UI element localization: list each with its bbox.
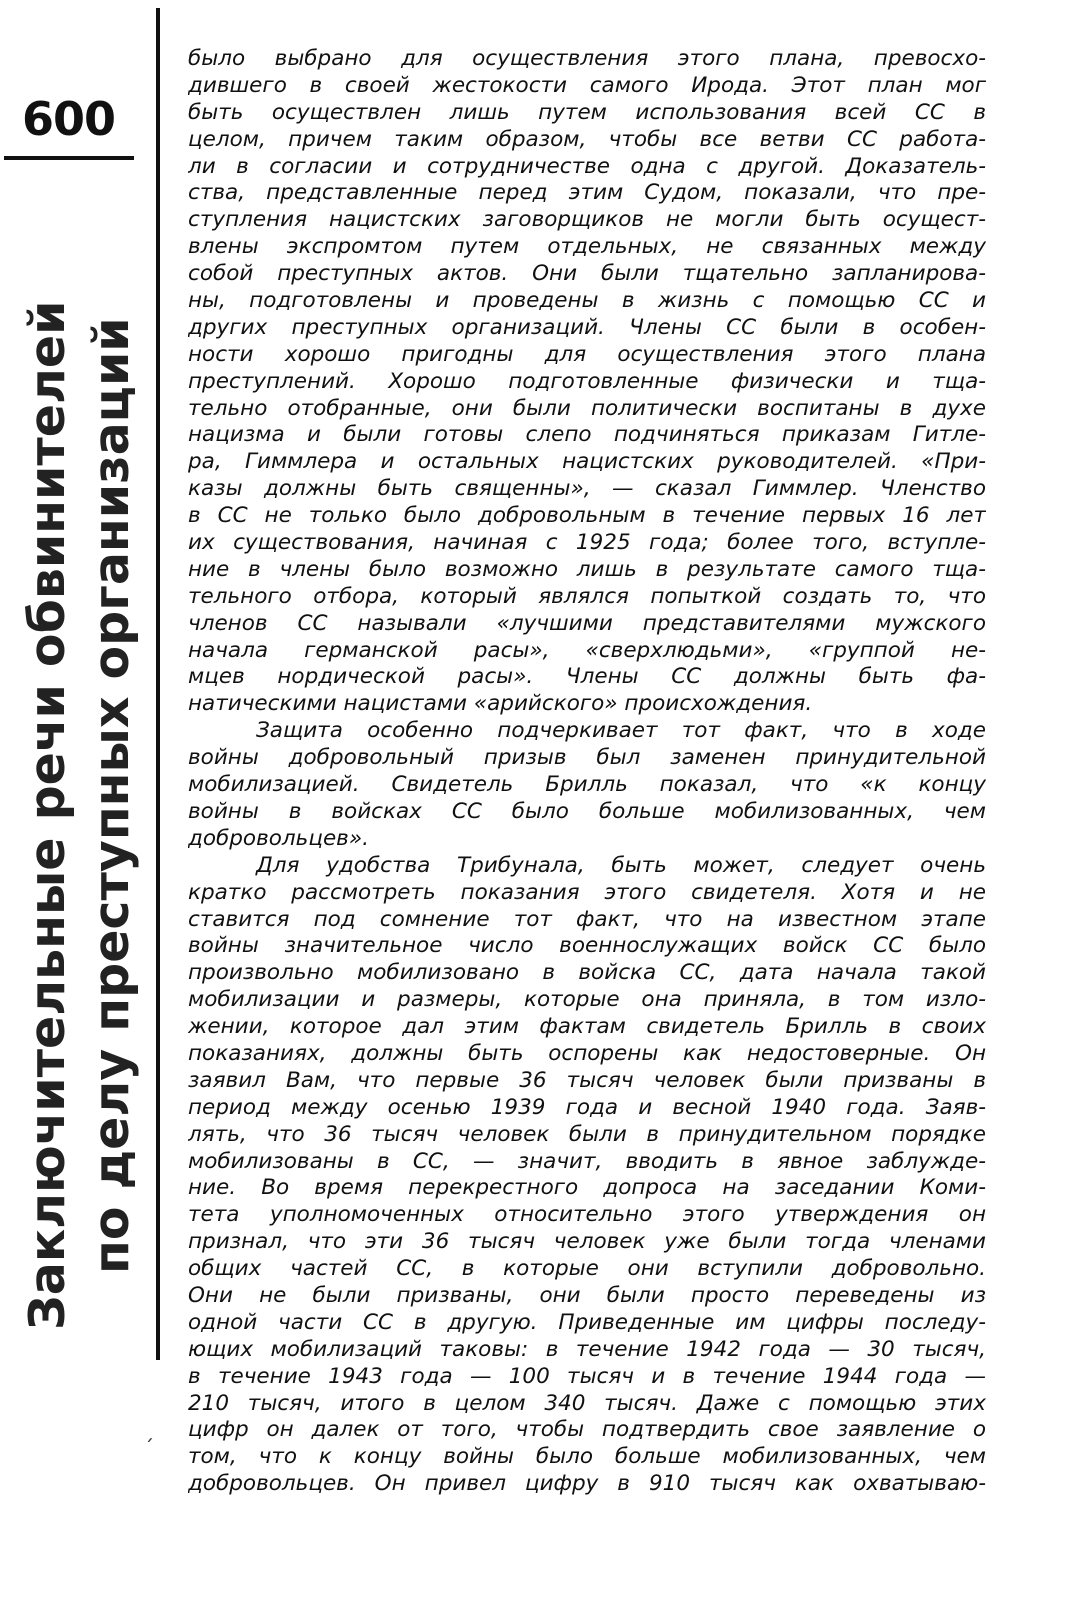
page-number-underline bbox=[4, 156, 134, 160]
text-line: ны, подготовлены и проведены в жизнь с помощью СС и bbox=[188, 288, 986, 314]
text-line: членов СС называли «лучшими представителями мужского bbox=[188, 610, 986, 636]
text-line: цифр он далек от того, чтобы подтвердить свое заявление о bbox=[188, 1417, 986, 1443]
page-number: 600 bbox=[22, 92, 116, 146]
text-line: Защита особенно подчеркивает тот факт, что в ходе bbox=[256, 718, 986, 744]
text-line: мобилизованы в СС, — значит, вводить в явное заблужде- bbox=[188, 1148, 986, 1174]
text-line: войны в войсках СС было больше мобилизованных, чем bbox=[188, 798, 986, 824]
text-line: их существования, начиная с 1925 года; более того, вступле- bbox=[188, 530, 986, 556]
running-title-line-1: Заключительные речи обвинителей bbox=[19, 300, 76, 1330]
text-line: ступления нацистских заговорщиков не могли быть осущест- bbox=[188, 207, 986, 233]
text-line: быть осуществлен лишь путем использования всей СС в bbox=[188, 99, 986, 125]
text-line: тета уполномоченных относительно этого утверждения он bbox=[188, 1202, 986, 1228]
text-line: одной части СС в другую. Приведенные им цифры последу- bbox=[188, 1309, 986, 1335]
text-line: добровольцев. Он привел цифру в 910 тысяч как охватываю- bbox=[188, 1471, 986, 1497]
text-line: показаниях, должны быть оспорены как недостоверные. Он bbox=[188, 1040, 986, 1066]
text-line: ности хорошо пригодны для осуществления этого плана bbox=[188, 341, 986, 367]
text-line: мобилизацией. Свидетель Брилль показал, что «к концу bbox=[188, 772, 986, 798]
text-line: добровольцев». bbox=[188, 825, 369, 851]
text-line: войны значительное число военнослужащих войск СС было bbox=[188, 933, 986, 959]
text-line: натическими нацистами «арийского» происхождения. bbox=[188, 691, 813, 717]
text-line: ставится под сомнение тот факт, что на известном этапе bbox=[188, 906, 986, 932]
margin-mark: ˏ bbox=[144, 1418, 154, 1442]
text-line: ющих мобилизаций таковы: в течение 1942 года — 30 тысяч, bbox=[188, 1336, 986, 1362]
text-line: казы должны быть священны», — сказал Гиммлер. Членство bbox=[188, 476, 986, 502]
vertical-margin-rule bbox=[156, 8, 160, 1360]
text-line: войны добровольный призыв был заменен принудительной bbox=[188, 745, 986, 771]
text-line: Они не были призваны, они были просто переведены из bbox=[188, 1282, 986, 1308]
body-text bbox=[188, 46, 986, 1498]
text-line: Для удобства Трибунала, быть может, следует очень bbox=[256, 852, 986, 878]
text-line: жении, которое дал этим фактам свидетель Брилль в своих bbox=[188, 1014, 986, 1040]
running-title-line-2: по делу преступных организаций bbox=[83, 317, 140, 1274]
text-line: было выбрано для осуществления этого плана, превосхо- bbox=[188, 46, 986, 71]
text-line: заявил Вам, что первые 36 тысяч человек были призваны в bbox=[188, 1067, 986, 1093]
text-line: в СС не только было добровольным в течение первых 16 лет bbox=[188, 503, 986, 529]
text-line: признал, что эти 36 тысяч человек уже были тогда членами bbox=[188, 1229, 986, 1255]
text-line: ние в члены было возможно лишь в результате самого тща- bbox=[188, 556, 986, 582]
text-line: ли в согласии и сотрудничестве одна с другой. Доказатель- bbox=[188, 153, 986, 179]
text-line: общих частей СС, в которые они вступили добровольно. bbox=[188, 1256, 986, 1282]
text-line: ства, представленные перед этим Судом, показали, что пре- bbox=[188, 180, 986, 206]
running-title bbox=[4, 180, 154, 1330]
text-line: влены экспромтом путем отдельных, не связанных между bbox=[188, 234, 986, 260]
text-line: мобилизации и размеры, которые она приняла, в том изло- bbox=[188, 987, 986, 1013]
text-line: преступлений. Хорошо подготовленные физически и тща- bbox=[188, 368, 986, 394]
text-line: тельного отбора, который являлся попыткой создать то, что bbox=[188, 583, 986, 609]
text-line: целом, причем таким образом, чтобы все ветви СС работа- bbox=[188, 126, 986, 152]
text-line: 210 тысяч, итого в целом 340 тысяч. Даже с помощью этих bbox=[188, 1390, 986, 1416]
text-line: том, что к концу войны было больше мобилизованных, чем bbox=[188, 1444, 986, 1470]
text-line: кратко рассмотреть показания этого свидетеля. Хотя и не bbox=[188, 879, 986, 905]
text-line: ние. Во время перекрестного допроса на заседании Коми- bbox=[188, 1175, 986, 1201]
text-line: тельно отобранные, они были политически воспитаны в духе bbox=[188, 395, 986, 421]
text-line: произвольно мобилизовано в войска СС, дата начала такой bbox=[188, 960, 986, 986]
text-line: в течение 1943 года — 100 тысяч и в течение 1944 года — bbox=[188, 1363, 986, 1389]
text-line: собой преступных актов. Они были тщательно запланирова- bbox=[188, 261, 986, 287]
text-line: мцев нордической расы». Члены СС должны быть фа- bbox=[188, 664, 986, 690]
text-line: нацизма и были готовы слепо подчиняться приказам Гитле- bbox=[188, 422, 986, 448]
text-line: лять, что 36 тысяч человек были в принудительном порядке bbox=[188, 1121, 986, 1147]
text-line: начала германской расы», «сверхлюдьми», «группой не- bbox=[188, 637, 986, 663]
text-line: период между осенью 1939 года и весной 1940 года. Заяв- bbox=[188, 1094, 986, 1120]
text-line: других преступных организаций. Члены СС были в особен- bbox=[188, 314, 986, 340]
text-line: дившего в своей жестокости самого Ирода. Этот план мог bbox=[188, 72, 986, 98]
text-line: ра, Гиммлера и остальных нацистских руководителей. «При- bbox=[188, 449, 986, 475]
